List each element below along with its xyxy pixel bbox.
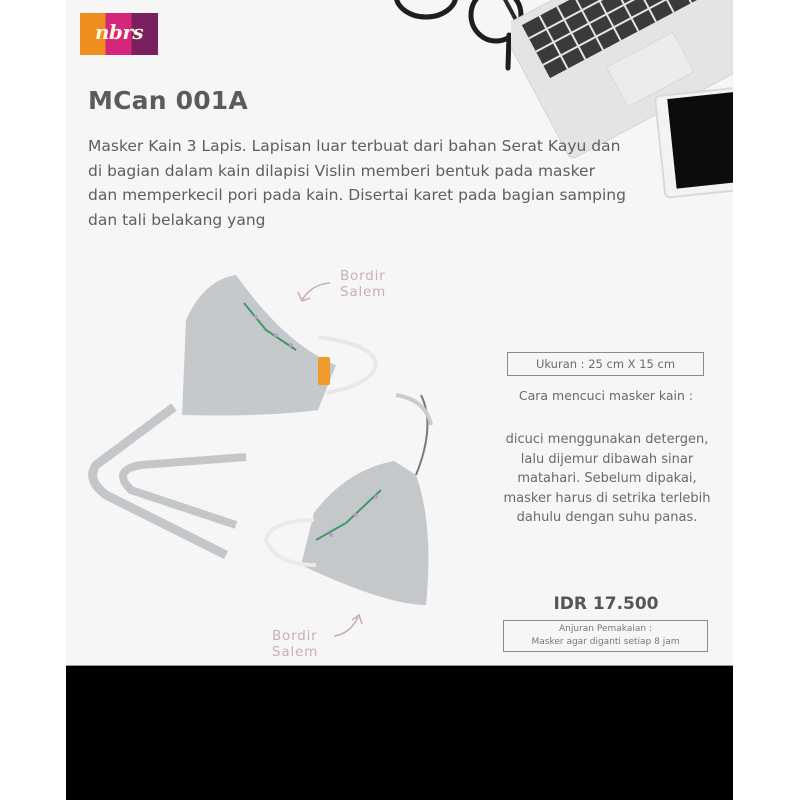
- tablet-icon: [654, 86, 733, 201]
- product-description: Masker Kain 3 Lapis. Lapisan luar terbuat dari bahan Serat Kayu dan di bagian dalam kain dilapisi Vislin memberi bentuk pada masker dan memperkecil pori pada kain. Disertai karet pada bagian samping dan tali belakang yang: [88, 137, 626, 229]
- product-code: MCan 001A: [88, 86, 248, 115]
- annotation-line: Salem: [272, 644, 319, 660]
- annotation-line: Salem: [340, 284, 387, 300]
- glasses-icon: [391, 0, 531, 80]
- annotation-bordir-salem-bottom: [272, 628, 318, 660]
- mask-product-image: [86, 265, 486, 625]
- annotation-line: Bordir: [340, 268, 386, 284]
- washing-instructions: dicuci menggunakan detergen, lalu dijemur dibawah sinar matahari. Sebelum dipakai, masker harus di setrika terlebih dahulu dengan suhu panas.: [503, 432, 711, 525]
- black-bar: [66, 666, 733, 800]
- usage-line: Masker agar diganti setiap 8 jam: [531, 637, 680, 647]
- usage-recommendation: [503, 620, 708, 652]
- arrow-icon: [294, 278, 334, 306]
- washing-title: Cara mencuci masker kain :: [518, 388, 694, 403]
- price: IDR 17.500: [553, 594, 659, 614]
- arrow-icon: [332, 612, 366, 640]
- size-label: Ukuran : 25 cm X 15 cm: [507, 352, 704, 376]
- usage-line: Anjuran Pemakaian :: [559, 624, 652, 634]
- annotation-bordir-salem-top: [340, 268, 386, 300]
- product-poster: [66, 0, 733, 666]
- brand-logo-text: nbrs: [94, 20, 144, 44]
- annotation-line: Bordir: [272, 628, 318, 644]
- brand-logo: [80, 13, 158, 55]
